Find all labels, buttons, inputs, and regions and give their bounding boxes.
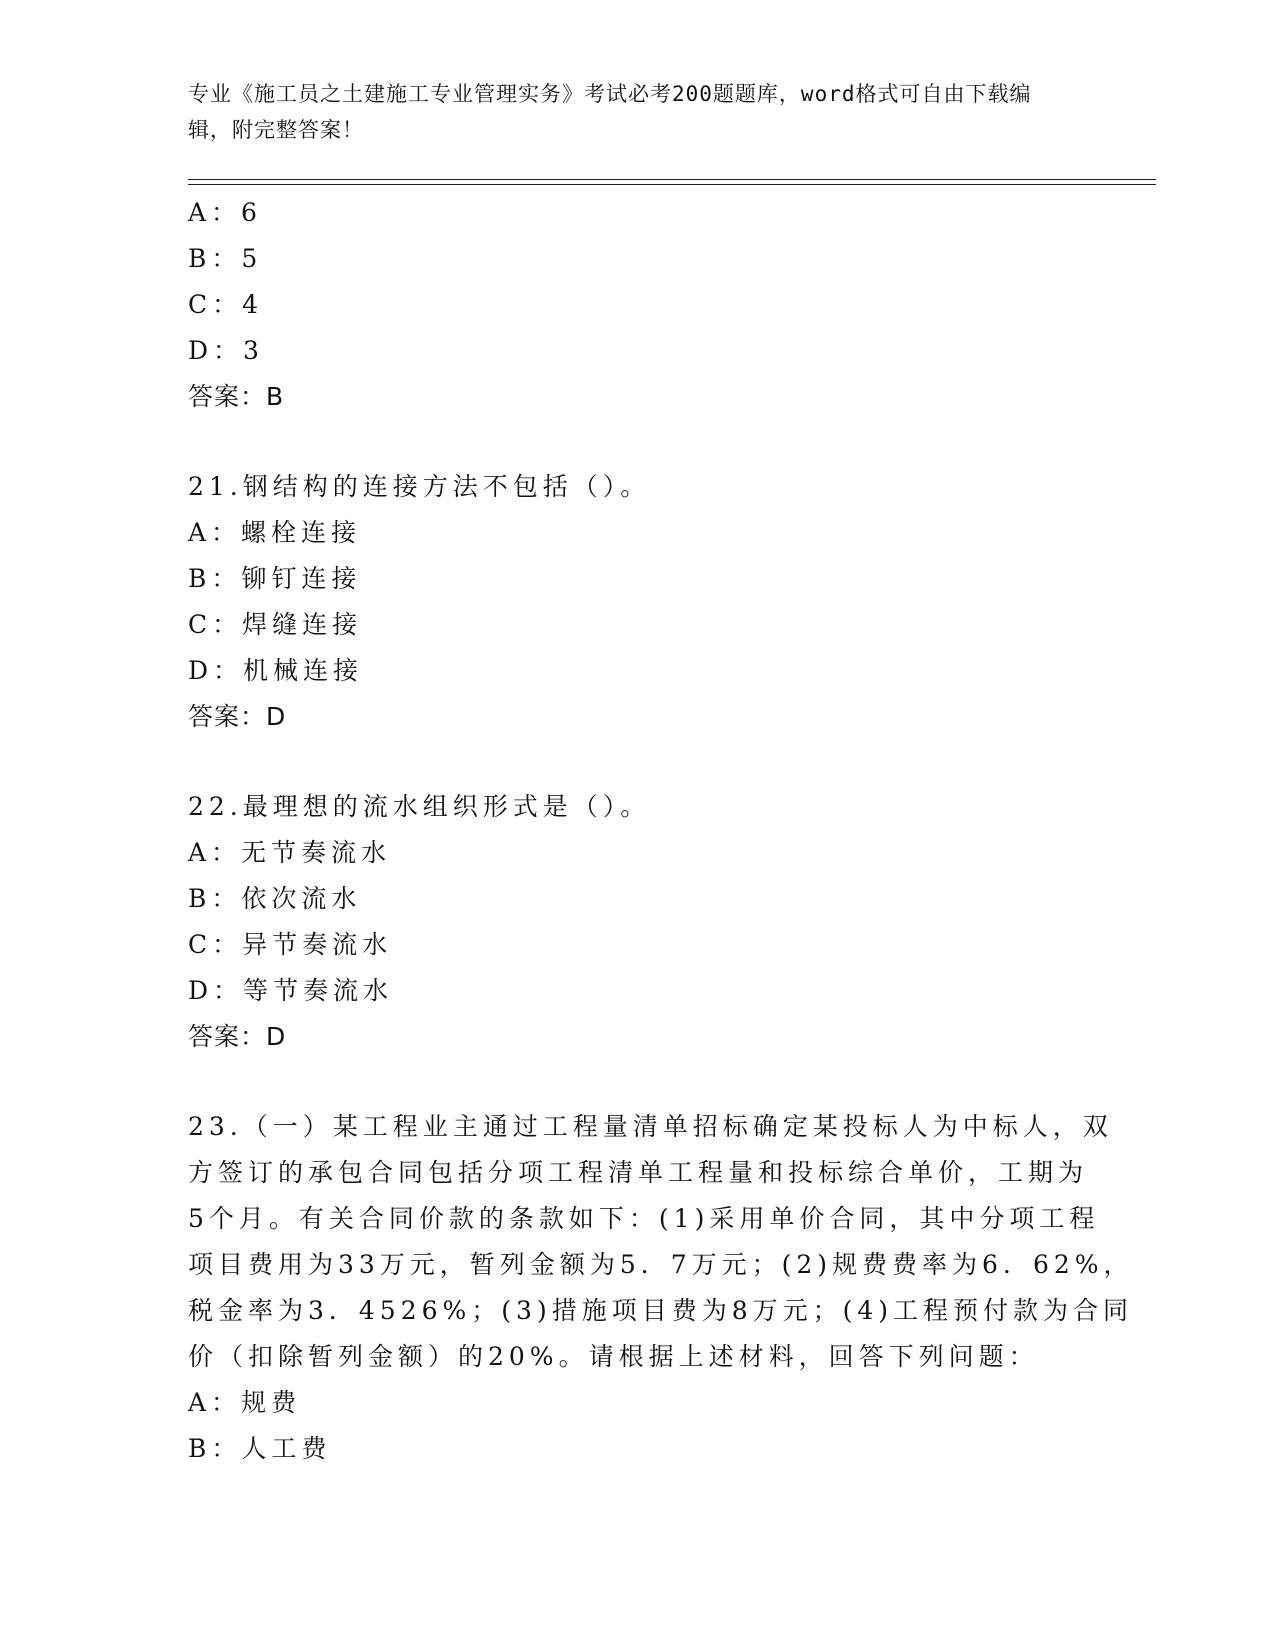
question-22 [188, 784, 1088, 1060]
option-b: B：依次流水 [188, 884, 362, 913]
option-a: A：无节奏流水 [188, 838, 392, 867]
question-stem-line: 5个月。有关合同价款的条款如下：(1)采用单价合同，其中分项工程 [188, 1204, 1100, 1233]
question-stem: 21.钢结构的连接方法不包括（）。 [188, 472, 651, 501]
document-header: 专业《施工员之土建施工专业管理实务》考试必考200题题库，word格式可自由下载编辑，附完整答案！ [188, 82, 1032, 142]
option-d: D：机械连接 [188, 656, 364, 685]
answer-line: 答案：D [188, 702, 287, 731]
option-c: C：4 [188, 290, 264, 319]
question-20 [188, 190, 1088, 420]
question-stem: 22.最理想的流水组织形式是（）。 [188, 792, 651, 821]
question-stem-line: 23.（一）某工程业主通过工程量清单招标确定某投标人为中标人，双 [188, 1112, 1113, 1141]
question-stem-line: 项目费用为33万元，暂列金额为5．7万元；(2)规费费率为6．62%， [188, 1250, 1134, 1279]
answer-line: 答案：B [188, 382, 285, 411]
question-stem-line: 价（扣除暂列金额）的20%。请根据上述材料，回答下列问题： [188, 1342, 1039, 1371]
option-d: D：等节奏流水 [188, 976, 394, 1005]
option-b: B：人工费 [188, 1434, 332, 1463]
option-b: B：铆钉连接 [188, 564, 362, 593]
spacer [188, 420, 1088, 464]
option-b: B：5 [188, 244, 263, 273]
question-21 [188, 464, 1088, 740]
question-stem-line: 方签订的承包合同包括分项工程清单工程量和投标综合单价，工期为 [188, 1158, 1089, 1187]
header-divider-bottom [188, 184, 1156, 185]
spacer [188, 1060, 1088, 1104]
option-a: A：6 [188, 198, 262, 227]
option-c: C：焊缝连接 [188, 610, 363, 639]
option-a: A：规费 [188, 1388, 302, 1417]
option-a: A：螺栓连接 [188, 518, 362, 547]
question-stem-line: 税金率为3．4526%；(3)措施项目费为8万元；(4)工程预付款为合同 [188, 1296, 1134, 1325]
spacer [188, 740, 1088, 784]
option-d: D：3 [188, 336, 264, 365]
question-23 [188, 1104, 1134, 1472]
option-c: C：异节奏流水 [188, 930, 393, 959]
question-content [188, 190, 1134, 1472]
header-divider-top [188, 179, 1156, 180]
answer-line: 答案：D [188, 1022, 287, 1051]
